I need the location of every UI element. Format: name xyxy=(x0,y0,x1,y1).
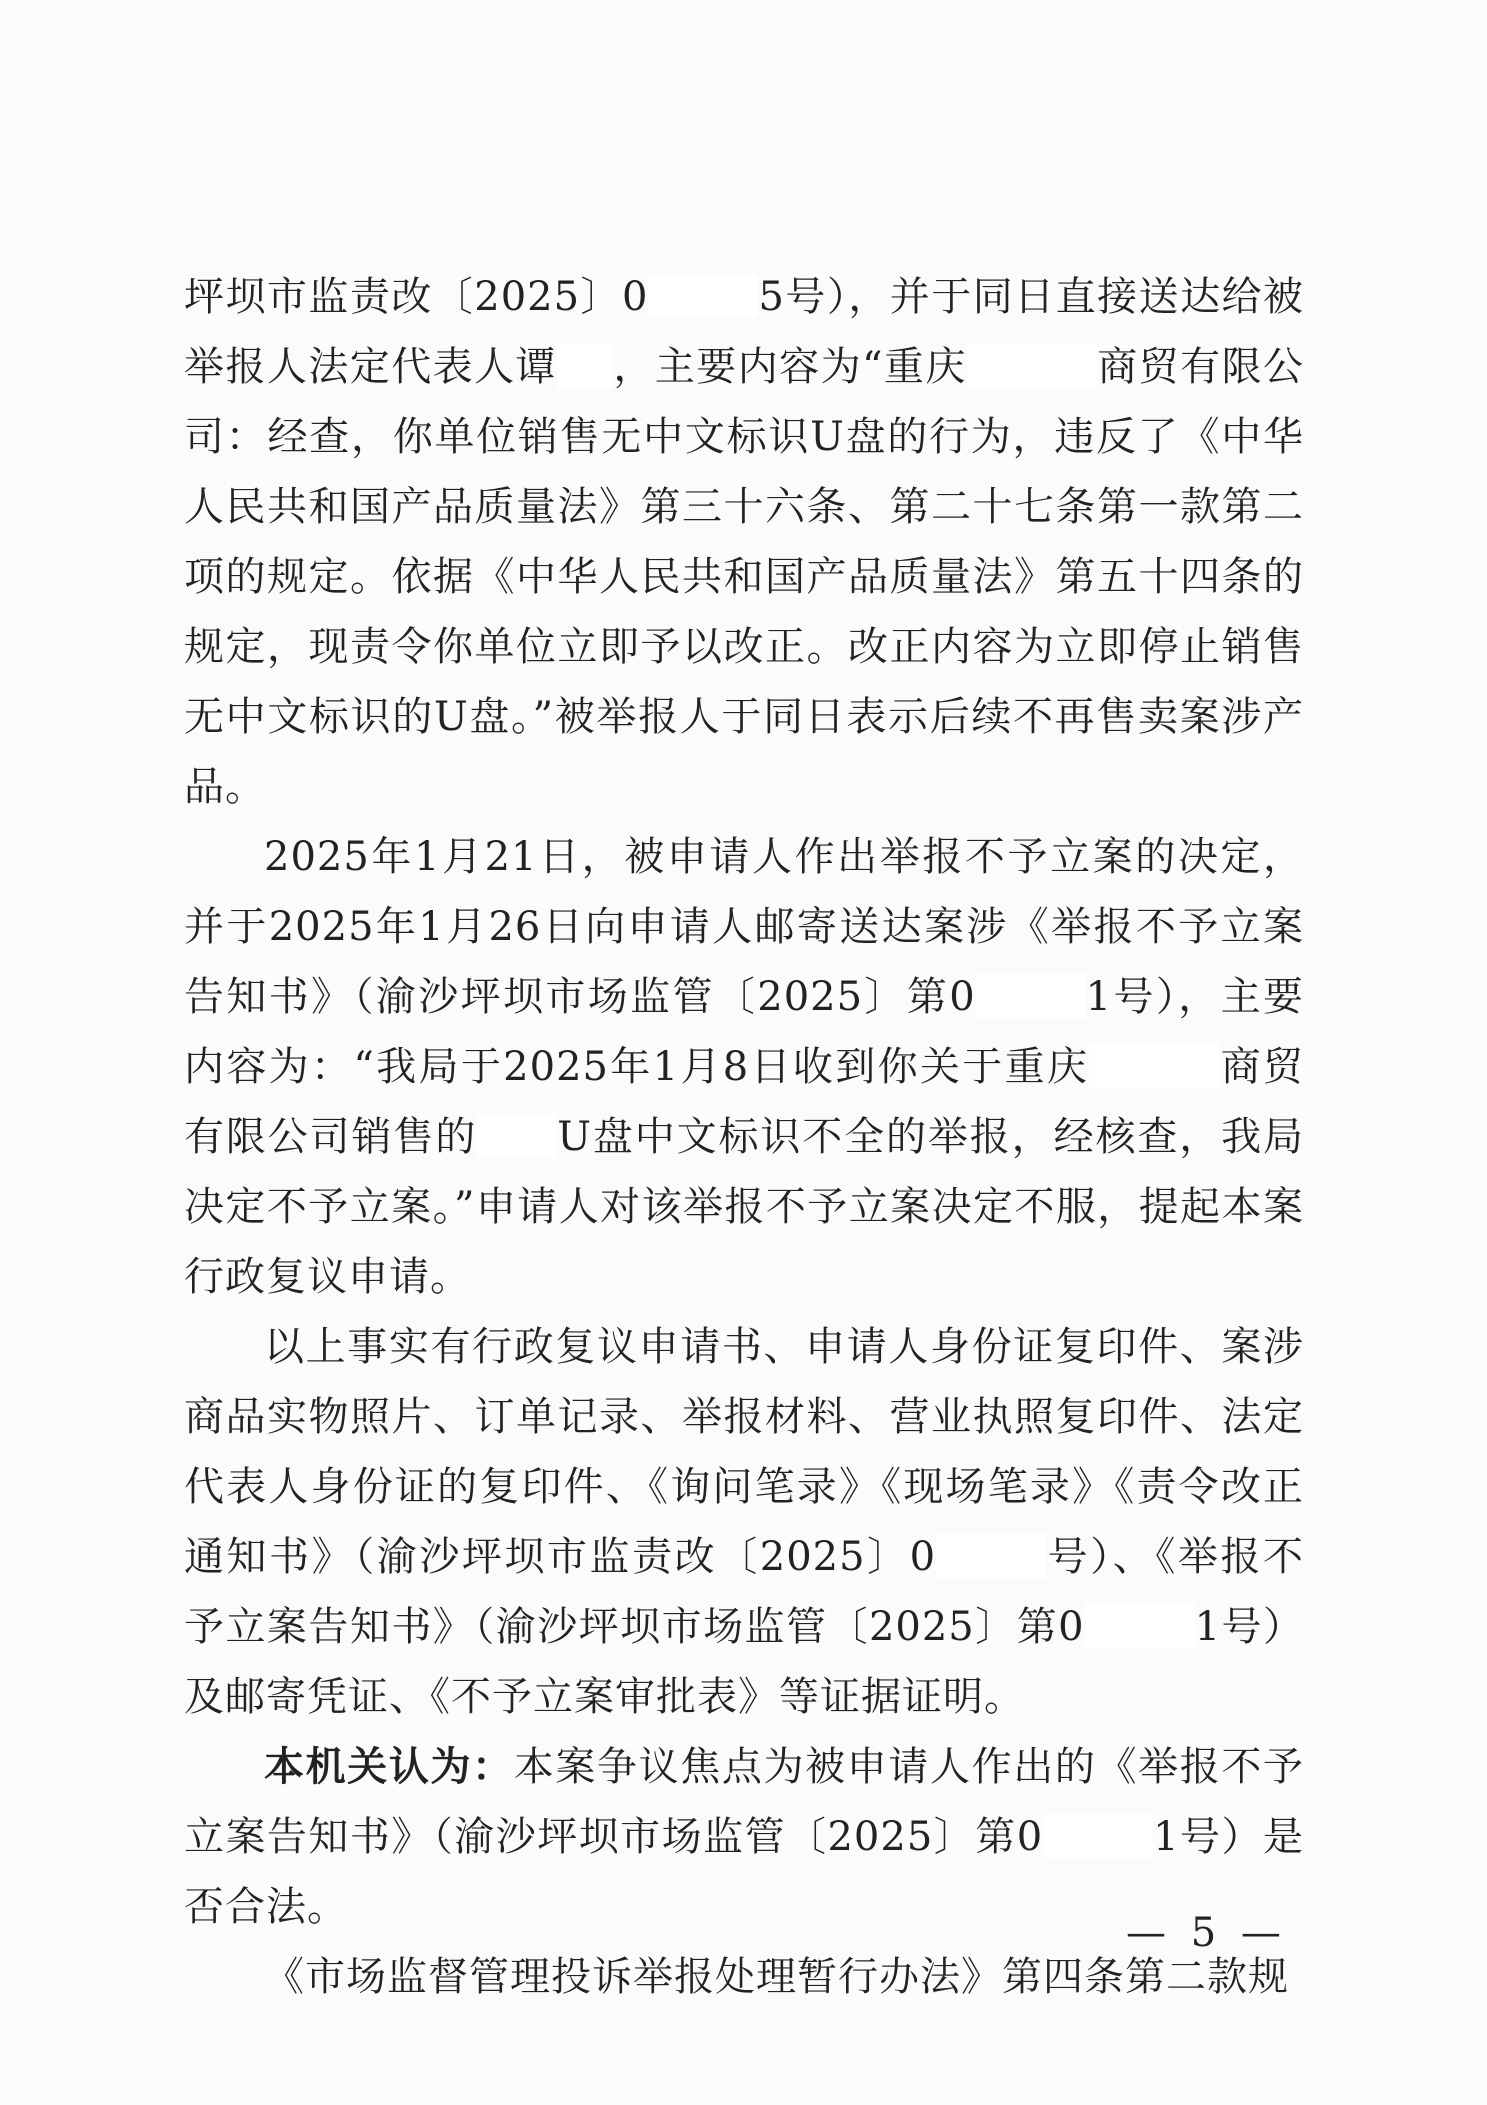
paragraph xyxy=(184,262,1304,822)
redaction-block xyxy=(976,974,1086,1018)
redaction-block xyxy=(1085,1604,1195,1648)
redaction-block xyxy=(967,344,1097,388)
text-segment: 以上事实有行政复议申请书、申请人身份证复印件、案涉商品实物照片、订单记录、举报材料、营业执照复印件、法定代表人身份证的复印件、《询问笔录》《现场笔录》《责令改正通知书》（渝沙坪坝市监责改〔2025〕0 xyxy=(184,1324,1304,1580)
redaction-block xyxy=(477,1114,557,1158)
text-segment: ，主要内容为“重庆 xyxy=(612,344,967,390)
page-number: — 5 — xyxy=(1126,1910,1287,1956)
text-segment: 1号）及邮寄凭证、《不予立案审批表》等证据证明。 xyxy=(184,1604,1304,1720)
text-segment: 本案争议焦点为被申请人作出的《举报不予立案告知书》（渝沙坪坝市场监管〔2025〕第0 xyxy=(184,1744,1304,1860)
text-segment: 1号）是否合法。 xyxy=(184,1814,1304,1930)
redaction-block xyxy=(1043,1814,1153,1858)
text-segment: U盘中文标识不全的举报，经核查，我局决定不予立案。”申请人对该举报不予立案决定不服，提起本案行政复议申请。 xyxy=(184,1114,1305,1300)
bold-heading-text: 本机关认为： xyxy=(264,1744,514,1790)
text-segment: 商贸有限公司销售的 xyxy=(184,1044,1304,1160)
text-segment: 2025年1月21日，被申请人作出举报不予立案的决定，并于2025年1月26日向申请人邮寄送达案涉《举报不予立案告知书》（渝沙坪坝市场监管〔2025〕第0 xyxy=(184,834,1304,1020)
text-segment: 5号），并于同日直接送达给被举报人法定代表人谭 xyxy=(184,274,1305,390)
redaction-block xyxy=(557,344,613,388)
redaction-block xyxy=(936,1534,1046,1578)
text-segment: 坪坝市监责改〔2025〕0 xyxy=(184,274,649,320)
text-segment: 《市场监督管理投诉举报处理暂行办法》第四条第二款规 xyxy=(264,1954,1289,2000)
redaction-block xyxy=(648,274,758,318)
paragraph xyxy=(184,1312,1304,1732)
paragraph xyxy=(184,822,1304,1312)
document-body xyxy=(184,262,1304,2012)
text-segment: 1号），主要内容为：“我局于2025年1月8日收到你关于重庆 xyxy=(184,974,1305,1090)
redaction-block xyxy=(1089,1044,1219,1088)
text-segment: 商贸有限公司：经查，你单位销售无中文标识U盘的行为，违反了《中华人民共和国产品质量法》第三十六条、第二十七条第一款第二项的规定。依据《中华人民共和国产品质量法》第五十四条的规定，现责令你单位立即予以改正。改正内容为立即停止销售无中文标识的U盘。”被举报人于同日表示后续不再售卖案涉产品。 xyxy=(184,344,1305,810)
text-segment: 号）、《举报不予立案告知书》（渝沙坪坝市场监管〔2025〕第0 xyxy=(184,1534,1305,1650)
